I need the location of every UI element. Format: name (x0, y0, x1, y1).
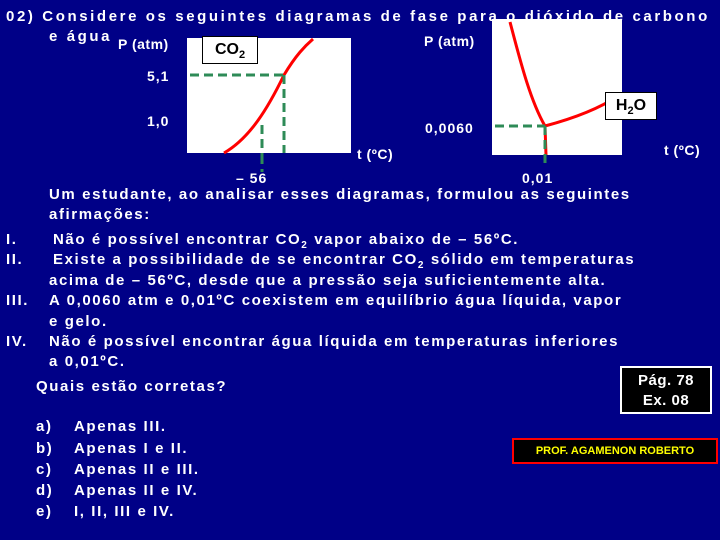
statement-2-number: II. (6, 251, 24, 268)
statement-3-cont: e gelo. (49, 313, 108, 330)
exercise-reference: Ex. 08 (642, 392, 690, 409)
option-c-text: Apenas II e III. (74, 461, 200, 478)
option-a (36, 418, 167, 435)
statement-4-cont: a 0,01ºC. (49, 353, 126, 370)
h2o-tick-label-0-0060: 0,0060 (425, 120, 474, 136)
option-a-text: Apenas III. (74, 418, 167, 435)
question-line2 (49, 28, 112, 45)
co2-label: CO (214, 41, 239, 58)
statement-1-text: Não é possível encontrar CO (53, 231, 302, 248)
statement-1-text-end: vapor abaixo de – 56ºC. (308, 231, 520, 248)
co2-y-axis-label: P (atm) (118, 36, 169, 52)
option-e-letter: e) (36, 503, 53, 520)
h2o-tick-label-0-01: 0,01 (522, 170, 554, 186)
statement-4 (6, 333, 619, 350)
question-text: Considere os seguintes diagramas de fase para o dióxido de carbono (42, 8, 710, 25)
co2-tick-label-1-0: 1,0 (147, 113, 170, 129)
h2o-x-axis-label: t (ºC) (664, 142, 701, 158)
option-d-letter: d) (36, 482, 54, 499)
statement-2-cont: acima de – 56ºC, desde que a pressão seja suficientemente alta. (49, 272, 607, 289)
statement-3 (6, 292, 622, 309)
h2o-plot-area (492, 19, 622, 155)
option-b (36, 440, 188, 457)
statement-2-text-end: sólido em temperaturas (425, 251, 636, 268)
statement-2-text: Existe a possibilidade de se encontrar CO (53, 251, 418, 268)
co2-label-sub: 2 (238, 49, 246, 62)
option-d (36, 482, 198, 499)
option-e-text: I, II, III e IV. (74, 503, 175, 520)
intro-line1: Um estudante, ao analisar esses diagramas, formulou as seguintes (49, 186, 631, 203)
question-line1 (6, 8, 710, 25)
co2-tick-label-5-1: 5,1 (147, 68, 170, 84)
statement-3-number: III. (6, 292, 30, 309)
question-prompt: Quais estão corretas? (36, 378, 228, 395)
page-reference-box (620, 366, 712, 414)
co2-label-box (202, 36, 258, 64)
option-e (36, 503, 175, 520)
statement-2 (6, 251, 635, 271)
question-line2-text: e água (49, 28, 113, 45)
option-c-letter: c) (36, 461, 53, 478)
h2o-label-suffix: O (633, 97, 647, 114)
statement-2-sub: 2 (417, 260, 426, 271)
author-badge: PROF. AGAMENON ROBERTO (512, 438, 718, 464)
statement-4-number: IV. (6, 333, 28, 350)
statement-1-sub: 2 (301, 240, 309, 251)
statement-1 (6, 231, 519, 251)
option-a-letter: a) (36, 418, 53, 435)
statement-3-text: A 0,0060 atm e 0,01ºC coexistem em equilíbrio água líquida, vapor (49, 292, 623, 309)
h2o-label-box (605, 92, 657, 120)
intro-line2: afirmações: (49, 206, 151, 223)
question-number: 02) (6, 8, 36, 25)
statement-4-text: Não é possível encontrar água líquida em temperaturas inferiores (49, 333, 620, 350)
option-d-text: Apenas II e IV. (74, 482, 199, 499)
option-b-letter: b) (36, 440, 54, 457)
option-b-text: Apenas I e II. (74, 440, 189, 457)
h2o-label: H (615, 97, 628, 114)
statement-1-number: I. (6, 231, 18, 248)
option-c (36, 461, 200, 478)
co2-tick-label-minus56: – 56 (236, 170, 268, 186)
page-reference: Pág. 78 (637, 372, 695, 389)
co2-x-axis-label: t (ºC) (357, 146, 394, 162)
h2o-label-sub: 2 (627, 105, 634, 118)
h2o-y-axis-label: P (atm) (424, 33, 475, 49)
